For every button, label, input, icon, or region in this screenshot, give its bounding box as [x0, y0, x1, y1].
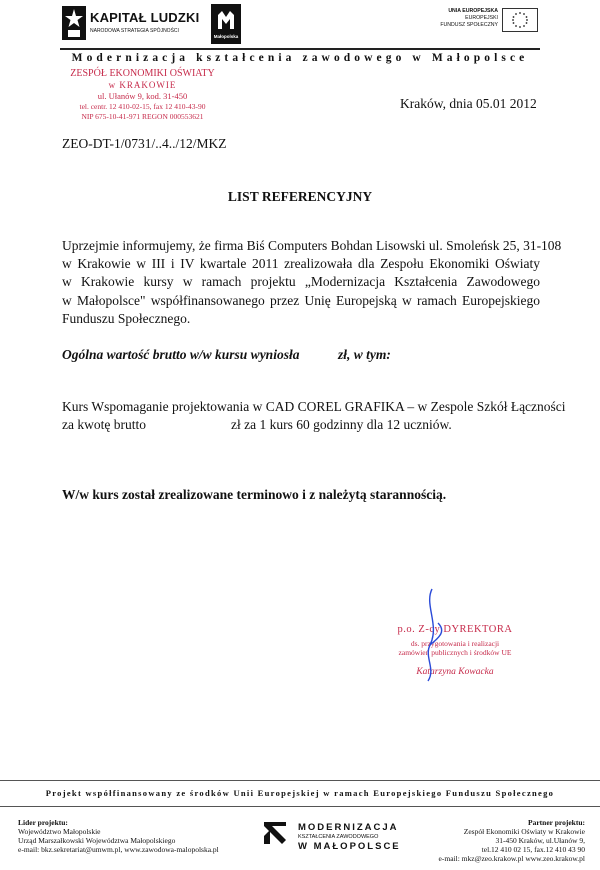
- mkz-subtitle: KSZTAŁCENIA ZAWODOWEGO: [298, 834, 379, 840]
- stamp-line1: ZESPÓŁ EKONOMIKI OŚWIATY: [70, 68, 215, 79]
- eu-line1: UNIA EUROPEJSKA: [448, 8, 498, 14]
- leader-line: Województwo Małopolskie: [18, 827, 101, 836]
- document-title: LIST REFERENCYJNY: [227, 189, 373, 204]
- mkz-region: W MAŁOPOLSCE: [298, 841, 401, 852]
- reference-number: ZEO-DT-1/0731/..4../12/MKZ: [62, 136, 227, 151]
- footer-divider-bottom: [0, 806, 600, 807]
- mkz-logo: [262, 818, 402, 854]
- eu-flag-icon: [502, 8, 538, 32]
- paragraph-line: Uprzejmie informujemy, że firma Biś Computers Bohdan Lisowski ul. Smoleńsk 25, 31-108: [62, 238, 562, 253]
- kapital-ludzki-icon: [62, 6, 86, 40]
- project-partner-info: [385, 818, 585, 863]
- place-date: Kraków, dnia 05.01 2012: [400, 96, 537, 111]
- course-description: Kurs Wspomaganie projektowania w CAD COREL GRAFIKA – w Zespole Szkół Łączności: [62, 399, 566, 414]
- footer-project-note: Projekt współfinansowany ze środków Unii Europejskiej w ramach Europejskiego Funduszu Społecznego: [45, 788, 555, 798]
- closing-statement: W/w kurs został zrealizowane terminowo i z należytą starannością.: [62, 487, 447, 502]
- mkz-icon: [262, 818, 288, 848]
- eu-line2: EUROPEJSKI: [465, 15, 498, 21]
- total-value-suffix: zł, w tym:: [338, 347, 391, 362]
- kapital-ludzki-subtitle: NARODOWA STRATEGIA SPÓJNOŚCI: [90, 28, 179, 34]
- signature-title: p.o. Z-cy DYREKTORA: [397, 624, 513, 635]
- eu-line3: FUNDUSZ SPOŁECZNY: [440, 22, 498, 28]
- signatory-name: Katarzyna Kowacka: [416, 667, 494, 677]
- header-divider: [60, 48, 540, 50]
- course-price-label: za kwotę brutto: [62, 417, 146, 432]
- malopolska-label: Małopolska: [213, 34, 239, 39]
- paragraph-line: w Małopolsce" współfinansowanego przez Unię Europejską w ramach Europejskiego: [62, 292, 540, 308]
- project-leader-info: [18, 818, 219, 854]
- paragraph-line: w Krakowie kursy w ramach projektu „Modernizacja Kształcenia Zawodowego: [62, 274, 540, 290]
- stamp-line2: w KRAKOWIE: [108, 80, 177, 90]
- partner-line: tel.12 410 02 15, fax.12 410 43 90: [481, 845, 585, 854]
- paragraph-line: Funduszu Społecznego.: [62, 310, 191, 326]
- stamp-line5: NIP 675-10-41-971 REGON 000553621: [81, 112, 204, 121]
- partner-line: e-mail: mkz@zeo.krakow.pl www.zeo.krakow.pl: [438, 854, 585, 863]
- project-header-title: Modernizacja kształcenia zawodowego w Małopolsce: [71, 52, 529, 64]
- course-price-detail: zł za 1 kurs 60 godzinny dla 12 uczniów.: [231, 417, 452, 432]
- mkz-title: MODERNIZACJA: [298, 822, 399, 833]
- stamp-line3: ul. Ułanów 9, kod. 31-450: [97, 91, 188, 101]
- total-value-label: Ogólna wartość brutto w/w kursu wyniosła: [62, 347, 300, 362]
- main-paragraph: [62, 237, 562, 328]
- stamp-line4: tel. centr. 12 410-02-15, fax 12 410-43-90: [79, 102, 206, 111]
- kapital-ludzki-title: KAPITAŁ LUDZKI: [90, 10, 200, 25]
- signature-role-line2: zamówień publicznych i środków UE: [398, 648, 512, 657]
- signature-role-line1: ds. przygotowania i realizacji: [410, 639, 500, 648]
- leader-heading: Lider projektu:: [18, 818, 68, 827]
- malopolska-icon: [216, 9, 236, 31]
- handwritten-signature: [410, 585, 470, 685]
- partner-heading: Partner projektu:: [527, 818, 585, 827]
- leader-line: e-mail: bkz.sekretariat@umwm.pl, www.zawodowa-malopolska.pl: [18, 845, 219, 854]
- eu-text: [420, 8, 498, 29]
- partner-line: 31-450 Kraków, ul.Ułanów 9,: [495, 836, 585, 845]
- footer-divider-top: [0, 780, 600, 781]
- malopolska-logo: [211, 4, 241, 44]
- leader-line: Urząd Marszałkowski Województwa Małopolskiego: [18, 836, 176, 845]
- paragraph-line: w Krakowie w III i IV kwartale 2011 zrealizowała dla Zespołu Ekonomiki Oświaty: [62, 256, 540, 272]
- kapital-ludzki-logo: [62, 6, 200, 44]
- partner-line: Zespół Ekonomiki Oświaty w Krakowie: [463, 827, 585, 836]
